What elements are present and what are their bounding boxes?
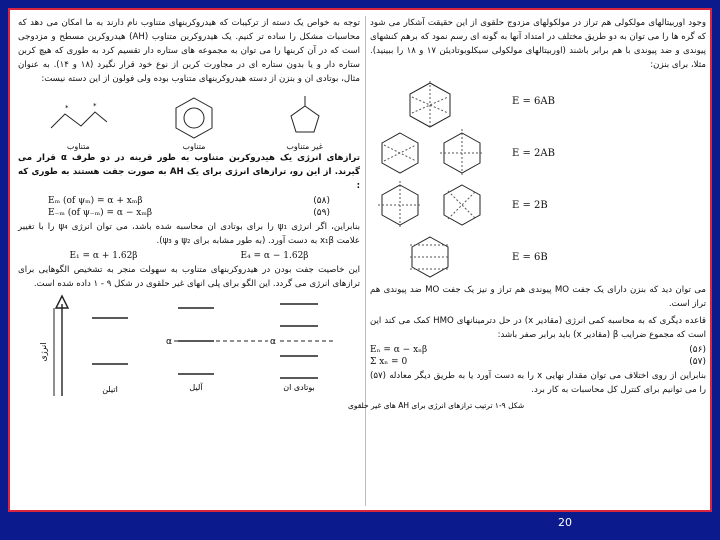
left-paragraph-3: این خاصیت جفت بودن در هیدروکربنهای متناوب به سهولت منجر به تشخیص الگوهایی برای ترازهای انرژی می گردد. این الگو برای پلی انهای غیر حلقوی در شکل ۹ - ۱ داده شده است. [18,265,360,289]
benzene-nodal-pattern-1 [370,75,490,127]
butadiene-structure-icon [43,98,113,138]
equation-58-number: (۵۸) [313,196,330,206]
structure-benzene [164,94,224,151]
benzene-row-3 [370,179,706,231]
left-heading-paragraph: ترازهای انرژی یک هیدروکربن متناوب به طور قرینه در دو طرف α قرار می گیرند. از این رو، ترازهای انرژی برای یک AH به صورت جفت هستند به طوری که : [18,153,360,191]
scanned-page [8,8,712,512]
equation-59 [18,208,360,218]
butadiene-energy-equations [18,251,360,261]
structure-fulvene [275,94,335,151]
svg-text:*: * [65,104,69,112]
butadiene-label: بوتادی ان [283,383,315,392]
right-paragraph-4: بنابراین از روی اختلاف می توان مقدار نهایی x را به دست آورد یا به طریق دیگر معادله (۵۷) را می توانیم برای کنترل کل محاسبات به کار برد. [370,371,706,395]
equation-56 [370,345,706,355]
benzene-nodal-pattern-4 [370,231,490,283]
equation-e4: E₄ = α − 1.62β [240,251,309,261]
benzene-structure-icon [164,94,224,138]
svg-text:*: * [93,102,97,110]
equation-57 [370,357,706,367]
equation-57-text: Σ xₙ = 0 [370,357,408,367]
equation-58-text: Eₘ (of ψₘ) = α + xₘβ [48,196,143,206]
energy-label-1: E = 6AB [512,95,555,107]
page-number: 20 [558,516,572,529]
equation-56-number: (۵۶) [689,345,706,355]
energy-label-4: E = 6B [512,251,548,263]
figure-caption: شکل ۹-۱ ترتیب ترازهای انرژی برای AH های غیر حلقوی [348,401,525,410]
left-paragraph-2: بنابراین، اگر انرژی ψ₁ را برای بوتادی ان محاسبه شده باشد، می توان انرژی ψ₄ را با تغییر علامت x₁β به دست آورد. (به طور مشابه برای ψ₂ و ψ₃). [18,222,360,246]
structure-label-1: متناوب [66,142,90,151]
benzene-row-1 [370,75,706,127]
equation-e1: E₁ = α + 1.62β [69,251,138,261]
structure-label-3: غیر متناوب [286,142,323,151]
energy-label-2: E = 2AB [512,147,555,159]
column-divider [365,16,366,506]
structure-label-2: متناوب [182,142,206,151]
equation-58 [18,196,360,206]
right-paragraph-2: می توان دید که بنزن دارای یک جفت MO پیوندی هم تراز و نیز یک جفت MO ضد پیوندی هم تراز است. [370,285,707,309]
benzene-nodal-pattern-3 [370,179,490,231]
left-intro-paragraph: توجه به خواص یک دسته از ترکیبات که هیدروکربنهای متناوب نام دارند به ما امکان می دهد که محاسبات مشکل را ساده تر کنیم. یک هیدروکربن متناوب (AH) هیدروکربن مسطح و مزدوجی است که در آن کربنها را می توان به مجموعه های ستاره دار تقسیم کرد به طوری که هیچ کربن ستاره دار و یا بدون ستاره ای در مجاورت کربن از نوع خود قرار نگیرد (۱۸ و ۱۴). به عنوان مثال، بوتادی ان و بنزن از دسته هیدروکربنهای متناوب بوده ولی فولون از این دسته نیست: [18,18,361,84]
equation-57-number: (۵۷) [689,357,706,367]
allyl-label: آلیل [189,383,203,392]
ethylene-label: اتیلن [102,385,118,394]
right-paragraph-3: قاعده دیگری که به محاسبه کمی انرژی (مقادیر x) در حل دترمینانهای HMO کمک می کند این است که مجموع ضرایب β (مقادیر x) باید برابر صفر باشد: [370,316,706,340]
structure-butadiene [43,98,113,151]
energy-label-3: E = 2B [512,199,548,211]
alpha-label-right: α [270,337,276,347]
right-column [370,16,706,504]
equation-56-text: Eₙ = α − xₙβ [370,345,428,355]
hydrocarbon-structures [18,89,360,151]
benzene-nodal-pattern-2 [370,127,490,179]
benzene-row-4 [370,231,706,283]
energy-axis-label: انرژی [39,342,48,362]
fulvene-structure-icon [275,94,335,138]
equation-59-number: (۵۹) [313,208,330,218]
benzene-row-2 [370,127,706,179]
equation-59-text: E₋ₘ (of ψ₋ₘ) = α − xₘβ [48,208,153,218]
right-intro-paragraph: وجود اوربیتالهای مولکولی هم تراز در مولکولهای مزدوج حلقوی از این حقیقت آشکار می شود که گره ها را می توان به دو طریق مختلف در امتداد آنها به گونه ای رسم نمود که برهم کنشهای پیوندی و ضد پیوندی با هم برابر باشند (اوربیتالهای مولکولی سیکلوبوتادیئن ۱۷ و ۱۸ را ببینید). مثلا، برای بنزن: [370,18,706,70]
alpha-label-left: α [166,337,172,347]
